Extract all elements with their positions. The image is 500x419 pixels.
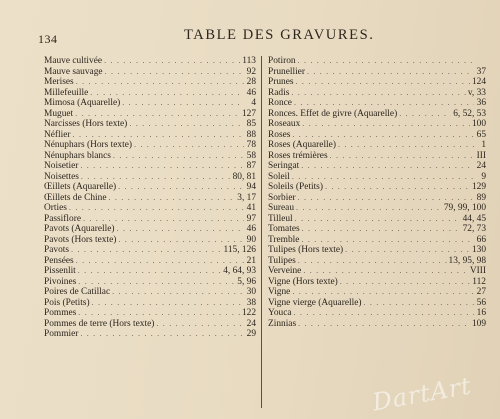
entry-pages: 3, 17 [237, 192, 256, 203]
entry-name: Vigne [268, 287, 291, 297]
entry-pages: 46 [246, 87, 256, 98]
dot-leader [364, 298, 475, 309]
entry-pages: 30 [246, 287, 256, 297]
entry-pages: 37 [476, 66, 486, 77]
index-entry [44, 224, 256, 235]
dot-leader [340, 277, 471, 288]
entry-name: Nénuphars (Hors texte) [44, 140, 132, 150]
dot-leader [292, 172, 474, 183]
entry-pages: 65 [476, 129, 486, 140]
entry-name: Seringat [268, 161, 300, 171]
entry-pages: 6, 52, 53 [453, 108, 486, 119]
index-entry [268, 319, 486, 330]
entry-pages: 24 [246, 318, 256, 329]
index-entry [268, 298, 486, 309]
entry-name: Mimosa (Aquarelle) [44, 98, 121, 108]
index-entry [268, 245, 486, 256]
entry-pages: 122 [241, 308, 256, 318]
index-entry [44, 98, 256, 109]
dot-leader [399, 109, 451, 120]
entry-name: Tremble [268, 234, 300, 245]
index-entry [44, 319, 256, 330]
dot-leader [296, 77, 470, 88]
index-entry [268, 172, 486, 183]
index-entry [44, 140, 256, 151]
index-entry [44, 161, 256, 172]
entry-name: Roseaux [268, 119, 301, 129]
dot-leader [81, 172, 231, 183]
index-entry [268, 214, 486, 225]
entry-pages: 113 [242, 56, 256, 66]
index-entry [44, 88, 256, 99]
page-number: 134 [38, 32, 58, 46]
entry-pages: 29 [246, 329, 256, 339]
index-entry [268, 256, 486, 267]
page-title: TABLE DES GRAVURES. [184, 27, 375, 43]
dot-leader [338, 140, 474, 151]
entry-pages: 109 [471, 318, 486, 329]
entry-pages: 21 [246, 255, 256, 266]
entry-name: Vigne vierge (Aquarelle) [268, 297, 362, 308]
dot-leader [80, 329, 244, 340]
index-entry [268, 235, 486, 246]
index-entry [44, 214, 256, 225]
entry-name: Radis [268, 87, 290, 98]
index-entry [44, 298, 256, 309]
entry-pages: 115, 126 [223, 245, 256, 255]
entry-pages: 127 [241, 108, 256, 119]
dot-leader [302, 119, 470, 130]
watermark: DartArt [370, 371, 474, 417]
dot-leader [303, 266, 468, 277]
dot-leader [122, 98, 244, 109]
index-entry [268, 182, 486, 193]
entry-name: Pommier [44, 329, 79, 339]
entry-name: Nénuphars blancs [44, 150, 111, 161]
dot-leader [134, 140, 244, 151]
entry-pages: 9 [481, 171, 486, 182]
entry-name: Pavots (Hors texte) [44, 234, 117, 245]
entry-name: Tulipes [268, 255, 296, 266]
dot-leader [292, 287, 474, 298]
dot-leader [301, 161, 474, 172]
dot-leader [76, 256, 244, 267]
entry-pages: 66 [476, 234, 486, 245]
dot-leader [298, 56, 474, 67]
entry-name: Youca [268, 308, 292, 318]
entry-name: Tulipes (Hors texte) [268, 245, 344, 255]
entry-pages: VIII [469, 266, 486, 276]
entry-pages: 88 [246, 129, 256, 140]
index-entry [44, 256, 256, 267]
index-entry [44, 308, 256, 319]
entry-pages: 85 [246, 119, 256, 129]
dot-leader [307, 67, 474, 78]
entry-pages: 56 [476, 297, 486, 308]
index-entry [44, 67, 256, 78]
index-entry [268, 203, 486, 214]
entry-pages: 44, 45 [462, 213, 486, 224]
entry-pages: 112 [472, 276, 486, 287]
index-entry [44, 109, 256, 120]
entry-name: Poires de Catillac [44, 287, 111, 297]
dot-leader [104, 56, 240, 67]
entry-name: Noisetier [44, 161, 79, 171]
index-entry [268, 98, 486, 109]
dot-leader [105, 67, 244, 78]
index-entry [268, 151, 486, 162]
dot-leader [118, 235, 244, 246]
entry-name: Narcisses (Hors texte) [44, 119, 128, 129]
entry-name: Ronce [268, 98, 292, 108]
entry-name: Zinnias [268, 318, 297, 329]
entry-name: Œillets (Aquarelle) [44, 182, 117, 192]
index-entry [268, 266, 486, 277]
dot-leader [301, 235, 474, 246]
index-entry [44, 119, 256, 130]
dot-leader [325, 182, 470, 193]
entry-pages: 129 [471, 182, 486, 192]
dot-leader [129, 119, 244, 130]
index-entry [44, 245, 256, 256]
index-entry [44, 151, 256, 162]
entry-pages: 28 [246, 77, 256, 87]
entry-name: Pommes [44, 308, 77, 318]
index-entry [268, 56, 486, 67]
dot-leader [76, 77, 244, 88]
dot-leader [69, 203, 244, 214]
entry-name: Merises [44, 77, 74, 87]
entry-name: Pivoines [44, 276, 77, 287]
entry-name: Sorbier [268, 192, 296, 203]
dot-leader [302, 224, 461, 235]
entry-name: Soleils (Petits) [268, 182, 323, 192]
dot-leader [80, 161, 244, 172]
entry-name: Œillets de Chine [44, 192, 107, 203]
dot-leader [156, 319, 244, 330]
index-entry [44, 277, 256, 288]
entry-pages: 94 [246, 182, 256, 192]
index-entry [44, 203, 256, 214]
index-entry [268, 140, 486, 151]
entry-name: Mauve sauvage [44, 66, 103, 77]
index-entry [268, 161, 486, 172]
entry-name: Prunes [268, 77, 294, 87]
dot-leader [298, 256, 447, 267]
dot-leader [78, 308, 240, 319]
entry-pages: 13, 95, 98 [448, 255, 486, 266]
entry-pages: 27 [476, 287, 486, 297]
index-column-right [268, 56, 486, 329]
dot-leader [112, 287, 244, 298]
dot-leader [294, 98, 474, 109]
entry-name: Roses [268, 129, 291, 140]
entry-name: Orties [44, 203, 67, 213]
index-entry [268, 308, 486, 319]
index-entry [44, 77, 256, 88]
entry-pages: 130 [471, 245, 486, 255]
entry-name: Néflier [44, 129, 71, 140]
dot-leader [330, 151, 474, 162]
dot-leader [117, 224, 244, 235]
entry-name: Mauve cultivée [44, 56, 103, 66]
entry-pages: 58 [246, 150, 256, 161]
entry-pages: 36 [476, 98, 486, 108]
entry-pages: 46 [246, 224, 256, 234]
entry-pages: 80, 81 [232, 171, 256, 182]
entry-pages: III [476, 150, 486, 161]
dot-leader [78, 277, 235, 288]
index-entry [268, 277, 486, 288]
index-entry [268, 224, 486, 235]
index-column-left [44, 56, 256, 340]
dot-leader [113, 151, 244, 162]
index-entry [268, 119, 486, 130]
index-entry [44, 287, 256, 298]
index-entry [268, 88, 486, 99]
index-entry [268, 109, 486, 120]
entry-name: Ronces. Effet de givre (Aquarelle) [268, 108, 398, 119]
dot-leader [292, 130, 474, 141]
dot-leader [295, 214, 461, 225]
entry-name: Verveine [268, 266, 302, 276]
index-entry [44, 193, 256, 204]
dot-leader [71, 245, 222, 256]
entry-name: Roses trémières [268, 150, 328, 161]
entry-pages: 72, 73 [462, 224, 486, 234]
entry-name: Pissenlit [44, 266, 76, 276]
entry-pages: 4 [251, 98, 256, 108]
entry-pages: 124 [471, 77, 486, 87]
entry-pages: 16 [476, 308, 486, 318]
dot-leader [92, 298, 244, 309]
dot-leader [75, 109, 240, 120]
index-entry [44, 56, 256, 67]
entry-name: Pommes de terre (Hors texte) [44, 318, 155, 329]
entry-pages: 78 [246, 140, 256, 150]
entry-name: Tilleul [268, 213, 293, 224]
entry-pages: 90 [246, 234, 256, 245]
dot-leader [296, 203, 442, 214]
column-divider [261, 56, 262, 408]
entry-name: Roses (Aquarelle) [268, 140, 336, 150]
entry-pages: 24 [476, 161, 486, 171]
dot-leader [73, 130, 244, 141]
dot-leader [83, 214, 244, 225]
index-entry [44, 235, 256, 246]
entry-name: Potiron [268, 56, 296, 66]
dot-leader [78, 266, 221, 277]
dot-leader [90, 88, 244, 99]
entry-pages: 5, 96 [237, 276, 256, 287]
entry-pages: 87 [246, 161, 256, 171]
index-entry [268, 130, 486, 141]
index-entry [44, 329, 256, 340]
dot-leader [109, 193, 236, 204]
entry-pages: 41 [246, 203, 256, 213]
index-entry [268, 287, 486, 298]
index-entry [268, 67, 486, 78]
entry-pages: 38 [246, 297, 256, 308]
entry-pages: 79, 99, 100 [443, 203, 486, 213]
entry-pages: 89 [476, 192, 486, 203]
index-entry [268, 77, 486, 88]
entry-name: Muguet [44, 108, 74, 119]
index-entry [44, 172, 256, 183]
entry-name: Sureau [268, 203, 295, 213]
index-entry [44, 266, 256, 277]
entry-name: Pois (Petits) [44, 297, 90, 308]
dot-leader [294, 308, 474, 319]
dot-leader [291, 88, 466, 99]
entry-name: Millefeuille [44, 87, 89, 98]
entry-name: Noisettes [44, 171, 79, 182]
entry-pages: 4, 64, 93 [223, 266, 256, 276]
entry-pages: 1 [481, 140, 486, 150]
entry-pages: 92 [246, 66, 256, 77]
index-entry [268, 193, 486, 204]
entry-name: Soleil [268, 171, 290, 182]
entry-name: Pavots [44, 245, 70, 255]
entry-pages: 100 [471, 119, 486, 129]
entry-name: Prunellier [268, 66, 305, 77]
dot-leader [345, 245, 470, 256]
entry-name: Pensées [44, 255, 74, 266]
dot-leader [298, 193, 474, 204]
entry-name: Passiflore [44, 213, 81, 224]
entry-pages: 97 [246, 213, 256, 224]
entry-pages: v, 33 [467, 87, 486, 98]
dot-leader [298, 319, 470, 330]
index-entry [44, 130, 256, 141]
entry-name: Tomates [268, 224, 300, 234]
dot-leader [118, 182, 244, 193]
index-entry [44, 182, 256, 193]
entry-name: Pavots (Aquarelle) [44, 224, 115, 234]
entry-name: Vigne (Hors texte) [268, 276, 338, 287]
